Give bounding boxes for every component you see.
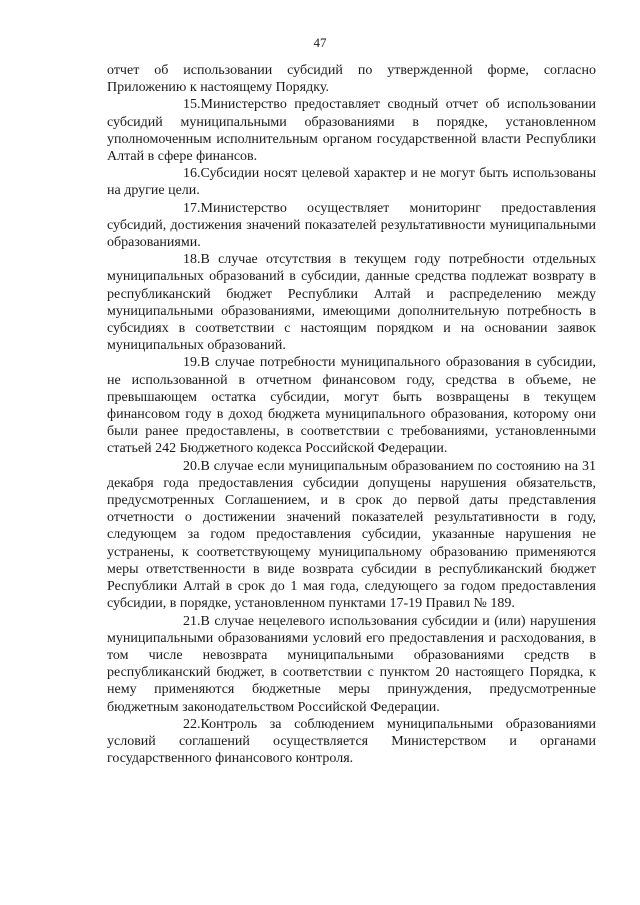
paragraph-text: Министерство осуществляет мониторинг предоставления субсидий, достижения значений показателей результативности муниципальными образованиями. bbox=[107, 200, 596, 251]
paragraph-text: В случае потребности муниципального образования в субсидии, не использованной в отчетном финансовом году, средства в объеме, не превышающем остатка субсидии, могут быть возвращены в текущем финансовом году в доход бюджета муниципального образования, которому они были ранее предоставлены, в соответствии с требованиями, установленными статьей 242 Бюджетного кодекса Российской Федерации. bbox=[107, 355, 596, 457]
paragraph-22 bbox=[107, 716, 596, 768]
paragraph-number: 21. bbox=[183, 613, 201, 629]
paragraph-continuation bbox=[107, 62, 596, 96]
paragraph-text: Контроль за соблюдением муниципальными образованиями условий соглашений осуществляется Министерством и органами государственного финансового контроля. bbox=[107, 716, 596, 767]
paragraph-text: Министерство предоставляет сводный отчет об использовании субсидий муниципальными образованиями в порядке, установленном уполномоченным исполнительным органом государственной власти Республики Алтай в сфере финансов. bbox=[107, 97, 596, 165]
paragraph-19 bbox=[107, 354, 596, 457]
paragraph-number: 18. bbox=[183, 252, 201, 268]
paragraph-number: 20. bbox=[183, 458, 201, 474]
paragraph-18 bbox=[107, 251, 596, 354]
paragraph-number: 19. bbox=[183, 355, 201, 371]
paragraph-17 bbox=[107, 200, 596, 252]
page-number: 47 bbox=[313, 35, 327, 50]
paragraph-text: В случае нецелевого использования субсидии и (или) нарушения муниципальными образованиями условий его предоставления и расходования, в том числе невозврата муниципальными образованиями средств в республиканский бюджет, в соответствии с пунктом 20 настоящего Порядка, к нему применяются бюджетные меры принуждения, предусмотренные бюджетным законодательством Российской Федерации. bbox=[107, 613, 596, 715]
paragraph-number: 22. bbox=[183, 716, 201, 732]
document-body bbox=[107, 62, 596, 767]
paragraph-number: 17. bbox=[183, 200, 201, 216]
paragraph-16 bbox=[107, 165, 596, 199]
paragraph-15 bbox=[107, 96, 596, 165]
paragraph-text: В случае если муниципальным образованием по состоянию на 31 декабря года предоставления субсидии допущены нарушения обязательств, предусмотренных Соглашением, и в срок до первой даты представления отчетности о достижении значений показателей результативности в году, следующем за годом предоставления субсидии, указанные нарушения не устранены, к соответствующему муниципальному образованию применяются меры ответственности в виде возврата субсидии в республиканский бюджет Республики Алтай в срок до 1 мая года, следующего за годом предоставления субсидии, в порядке, установленном пунктами 17-19 Правил № 189. bbox=[107, 458, 596, 612]
paragraph-number: 16. bbox=[183, 166, 201, 182]
paragraph-20 bbox=[107, 458, 596, 613]
paragraph-text: Субсидии носят целевой характер и не могут быть использованы на другие цели. bbox=[107, 166, 596, 199]
paragraph-21 bbox=[107, 613, 596, 716]
paragraph-text: отчет об использовании субсидий по утвержденной форме, согласно Приложению к настоящему Порядку. bbox=[107, 63, 596, 96]
paragraph-number: 15. bbox=[183, 97, 201, 113]
paragraph-text: В случае отсутствия в текущем году потребности отдельных муниципальных образований в субсидии, данные средства подлежат возврату в республиканский бюджет Республики Алтай и распределению между муниципальными образованиями, имеющими дополнительную потребность в субсидиях в соответствии с настоящим порядком и на основании заявок муниципальных образований. bbox=[107, 252, 596, 354]
